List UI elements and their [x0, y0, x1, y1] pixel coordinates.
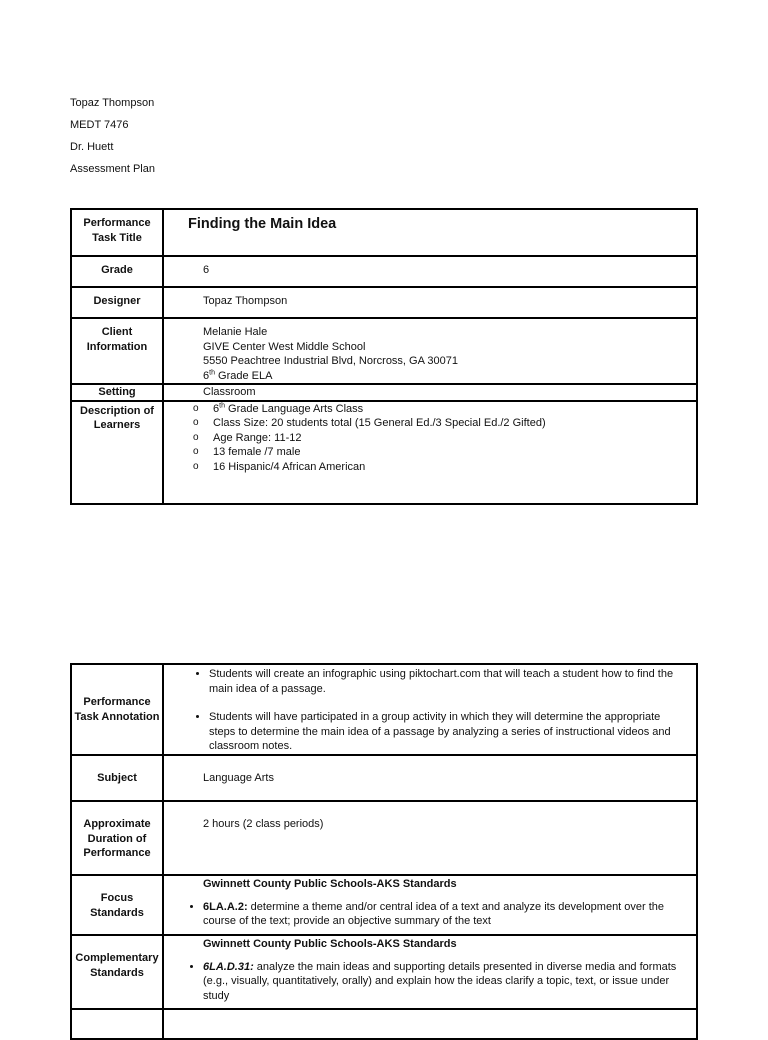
client-grade: 6th Grade ELA	[203, 368, 273, 382]
designer-label: Designer	[71, 287, 163, 318]
annotation-list	[189, 667, 688, 754]
client-contact: Melanie Hale	[203, 326, 268, 338]
subject-value: Language Arts	[163, 755, 697, 801]
task-overview-table	[70, 208, 698, 505]
client-school: GIVE Center West Middle School	[203, 340, 366, 353]
list-item: • Students will have participated in a group activity in which they will determine the appropriate steps to determine the main idea of a passage by analyzing a series of instructional videos and classroom notes.	[209, 710, 688, 754]
list-item: • 6LA.D.31: analyze the main ideas and supporting details presented in diverse media and formats (e.g., visually, quantitatively, orally) and explain how the ideas clarify a topic, text, or issue under study	[203, 960, 688, 1004]
grade-label: Grade	[71, 256, 163, 287]
setting-value: Classroom	[163, 384, 697, 401]
focus-cell	[163, 875, 697, 935]
complement-cell	[163, 935, 697, 1009]
document-header	[70, 92, 155, 180]
document-type: Assessment Plan	[70, 163, 155, 175]
client-info	[163, 318, 697, 384]
next-row-value	[163, 1009, 697, 1039]
list-item: o Class Size: 20 students total (15 General Ed./3 Special Ed./2 Gifted)	[193, 416, 688, 431]
task-title: Finding the Main Idea	[188, 216, 337, 232]
designer-value: Topaz Thompson	[163, 287, 697, 318]
focus-heading: Gwinnett County Public Schools-AKS Standards	[203, 878, 457, 890]
grade-value: 6	[163, 256, 697, 287]
focus-label: Focus Standards	[71, 875, 163, 935]
learners-label: Description of Learners	[71, 401, 163, 504]
list-item: • 6LA.A.2: determine a theme and/or central idea of a text and analyze its development over the course of the text; provide an objective summary of the text	[203, 900, 688, 929]
annotation-cell	[163, 664, 697, 755]
complement-label: Complementary Standards	[71, 935, 163, 1009]
focus-list	[183, 900, 688, 929]
list-item: o 13 female /7 male	[193, 445, 688, 460]
subject-label: Subject	[71, 755, 163, 801]
complement-heading: Gwinnett County Public Schools-AKS Standards	[203, 938, 457, 950]
duration-label: Approximate Duration of Performance	[71, 801, 163, 875]
instructor-name: Dr. Huett	[70, 141, 114, 153]
author-name: Topaz Thompson	[70, 97, 155, 109]
annotation-label: Performance Task Annotation	[71, 664, 163, 755]
course-code: MEDT 7476	[70, 119, 129, 131]
learner-list	[193, 402, 688, 475]
title-label: Performance Task Title	[71, 209, 163, 256]
list-item: o 6th Grade Language Arts Class	[193, 402, 688, 417]
list-item: o 16 Hispanic/4 African American	[193, 460, 688, 475]
setting-label: Setting	[71, 384, 163, 401]
duration-value: 2 hours (2 class periods)	[163, 801, 697, 875]
learners-cell	[163, 401, 697, 504]
title-cell	[163, 209, 697, 256]
list-item: • Students will create an infographic using piktochart.com that will teach a student how to find the main idea of a passage.	[209, 667, 688, 696]
client-label: Client Information	[71, 318, 163, 384]
list-item: o Age Range: 11-12	[193, 431, 688, 446]
client-address: 5550 Peachtree Industrial Blvd, Norcross, GA 30071	[203, 355, 458, 367]
next-row-label	[71, 1009, 163, 1039]
task-details-table	[70, 663, 698, 1040]
complement-list	[183, 960, 688, 1004]
